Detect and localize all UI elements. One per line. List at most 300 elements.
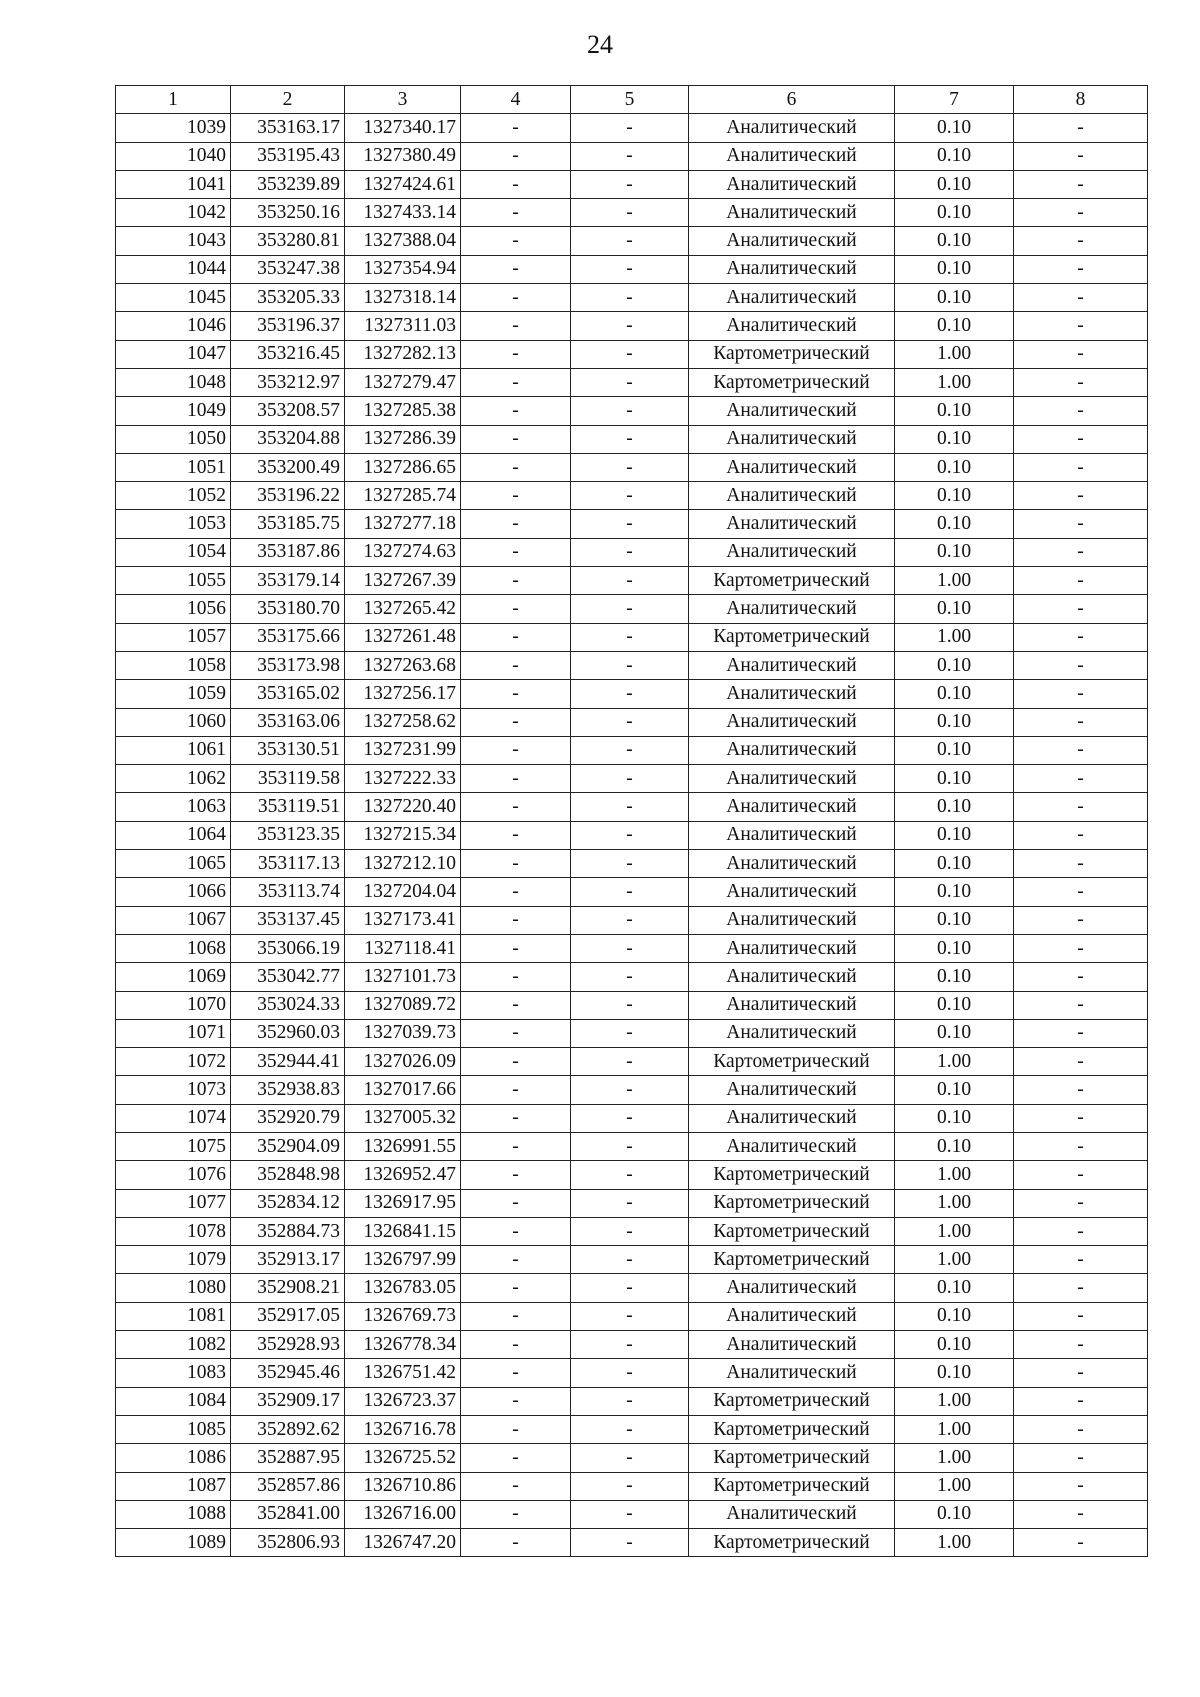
accuracy-cell: 0.10 xyxy=(895,821,1014,849)
col8-cell: - xyxy=(1014,736,1148,764)
col8-cell: - xyxy=(1014,227,1148,255)
accuracy-cell: 0.10 xyxy=(895,114,1014,142)
x-coordinate-cell: 353042.77 xyxy=(231,963,345,991)
point-number-cell: 1049 xyxy=(116,397,231,425)
col4-cell: - xyxy=(461,1019,571,1047)
x-coordinate-cell: 353179.14 xyxy=(231,567,345,595)
table-row xyxy=(116,963,1148,991)
col4-cell: - xyxy=(461,991,571,1019)
col4-cell: - xyxy=(461,397,571,425)
column-header: 4 xyxy=(461,86,571,114)
x-coordinate-cell: 352904.09 xyxy=(231,1132,345,1160)
x-coordinate-cell: 353185.75 xyxy=(231,510,345,538)
table-row xyxy=(116,1132,1148,1160)
col4-cell: - xyxy=(461,680,571,708)
y-coordinate-cell: 1327039.73 xyxy=(345,1019,461,1047)
method-cell: Картометрический xyxy=(689,1444,895,1472)
point-number-cell: 1047 xyxy=(116,340,231,368)
col4-cell: - xyxy=(461,312,571,340)
method-cell: Аналитический xyxy=(689,906,895,934)
col8-cell: - xyxy=(1014,1048,1148,1076)
y-coordinate-cell: 1326991.55 xyxy=(345,1132,461,1160)
table-row xyxy=(116,1444,1148,1472)
col4-cell: - xyxy=(461,850,571,878)
x-coordinate-cell: 352917.05 xyxy=(231,1302,345,1330)
x-coordinate-cell: 353163.17 xyxy=(231,114,345,142)
col4-cell: - xyxy=(461,284,571,312)
x-coordinate-cell: 353216.45 xyxy=(231,340,345,368)
table-row xyxy=(116,538,1148,566)
col5-cell: - xyxy=(571,1104,689,1132)
y-coordinate-cell: 1327231.99 xyxy=(345,736,461,764)
column-header: 7 xyxy=(895,86,1014,114)
x-coordinate-cell: 353119.51 xyxy=(231,793,345,821)
table-row xyxy=(116,255,1148,283)
col8-cell: - xyxy=(1014,1019,1148,1047)
column-header: 3 xyxy=(345,86,461,114)
point-number-cell: 1059 xyxy=(116,680,231,708)
y-coordinate-cell: 1327212.10 xyxy=(345,850,461,878)
x-coordinate-cell: 352834.12 xyxy=(231,1189,345,1217)
col4-cell: - xyxy=(461,1132,571,1160)
col4-cell: - xyxy=(461,1472,571,1500)
table-row xyxy=(116,1387,1148,1415)
accuracy-cell: 0.10 xyxy=(895,595,1014,623)
x-coordinate-cell: 353212.97 xyxy=(231,368,345,396)
col5-cell: - xyxy=(571,1444,689,1472)
point-number-cell: 1051 xyxy=(116,453,231,481)
accuracy-cell: 0.10 xyxy=(895,878,1014,906)
method-cell: Аналитический xyxy=(689,114,895,142)
column-header: 2 xyxy=(231,86,345,114)
col8-cell: - xyxy=(1014,765,1148,793)
col4-cell: - xyxy=(461,255,571,283)
col5-cell: - xyxy=(571,934,689,962)
accuracy-cell: 1.00 xyxy=(895,1189,1014,1217)
accuracy-cell: 0.10 xyxy=(895,736,1014,764)
col8-cell: - xyxy=(1014,538,1148,566)
col8-cell: - xyxy=(1014,567,1148,595)
method-cell: Аналитический xyxy=(689,510,895,538)
col4-cell: - xyxy=(461,1048,571,1076)
accuracy-cell: 0.10 xyxy=(895,680,1014,708)
x-coordinate-cell: 353196.22 xyxy=(231,482,345,510)
col4-cell: - xyxy=(461,425,571,453)
method-cell: Аналитический xyxy=(689,170,895,198)
col4-cell: - xyxy=(461,1529,571,1557)
table-row xyxy=(116,765,1148,793)
accuracy-cell: 1.00 xyxy=(895,1472,1014,1500)
point-number-cell: 1075 xyxy=(116,1132,231,1160)
method-cell: Аналитический xyxy=(689,142,895,170)
x-coordinate-cell: 352841.00 xyxy=(231,1500,345,1528)
method-cell: Аналитический xyxy=(689,312,895,340)
col8-cell: - xyxy=(1014,1076,1148,1104)
col5-cell: - xyxy=(571,991,689,1019)
accuracy-cell: 1.00 xyxy=(895,368,1014,396)
y-coordinate-cell: 1327256.17 xyxy=(345,680,461,708)
point-number-cell: 1071 xyxy=(116,1019,231,1047)
method-cell: Картометрический xyxy=(689,1189,895,1217)
method-cell: Аналитический xyxy=(689,1274,895,1302)
point-number-cell: 1061 xyxy=(116,736,231,764)
y-coordinate-cell: 1327286.39 xyxy=(345,425,461,453)
method-cell: Аналитический xyxy=(689,850,895,878)
y-coordinate-cell: 1327277.18 xyxy=(345,510,461,538)
col8-cell: - xyxy=(1014,425,1148,453)
table-row xyxy=(116,340,1148,368)
col8-cell: - xyxy=(1014,1331,1148,1359)
col4-cell: - xyxy=(461,1331,571,1359)
col5-cell: - xyxy=(571,1472,689,1500)
accuracy-cell: 0.10 xyxy=(895,850,1014,878)
x-coordinate-cell: 353066.19 xyxy=(231,934,345,962)
table-row xyxy=(116,1529,1148,1557)
col8-cell: - xyxy=(1014,821,1148,849)
accuracy-cell: 0.10 xyxy=(895,397,1014,425)
col8-cell: - xyxy=(1014,1359,1148,1387)
col5-cell: - xyxy=(571,1132,689,1160)
y-coordinate-cell: 1327026.09 xyxy=(345,1048,461,1076)
y-coordinate-cell: 1327220.40 xyxy=(345,793,461,821)
accuracy-cell: 0.10 xyxy=(895,1274,1014,1302)
col4-cell: - xyxy=(461,651,571,679)
y-coordinate-cell: 1326723.37 xyxy=(345,1387,461,1415)
table-row xyxy=(116,793,1148,821)
table-row xyxy=(116,482,1148,510)
x-coordinate-cell: 353113.74 xyxy=(231,878,345,906)
accuracy-cell: 0.10 xyxy=(895,453,1014,481)
accuracy-cell: 0.10 xyxy=(895,538,1014,566)
col4-cell: - xyxy=(461,142,571,170)
method-cell: Аналитический xyxy=(689,1302,895,1330)
y-coordinate-cell: 1327118.41 xyxy=(345,934,461,962)
col4-cell: - xyxy=(461,227,571,255)
table-row xyxy=(116,1246,1148,1274)
x-coordinate-cell: 353024.33 xyxy=(231,991,345,1019)
table-row xyxy=(116,651,1148,679)
col8-cell: - xyxy=(1014,312,1148,340)
x-coordinate-cell: 353180.70 xyxy=(231,595,345,623)
accuracy-cell: 0.10 xyxy=(895,1076,1014,1104)
x-coordinate-cell: 352892.62 xyxy=(231,1415,345,1443)
col5-cell: - xyxy=(571,623,689,651)
col5-cell: - xyxy=(571,1246,689,1274)
y-coordinate-cell: 1327265.42 xyxy=(345,595,461,623)
y-coordinate-cell: 1326751.42 xyxy=(345,1359,461,1387)
table-row xyxy=(116,199,1148,227)
page-number: 24 xyxy=(587,30,613,59)
method-cell: Аналитический xyxy=(689,1500,895,1528)
y-coordinate-cell: 1327424.61 xyxy=(345,170,461,198)
accuracy-cell: 0.10 xyxy=(895,1132,1014,1160)
x-coordinate-cell: 352928.93 xyxy=(231,1331,345,1359)
y-coordinate-cell: 1326769.73 xyxy=(345,1302,461,1330)
accuracy-cell: 0.10 xyxy=(895,963,1014,991)
col5-cell: - xyxy=(571,1189,689,1217)
x-coordinate-cell: 352857.86 xyxy=(231,1472,345,1500)
method-cell: Картометрический xyxy=(689,1415,895,1443)
point-number-cell: 1079 xyxy=(116,1246,231,1274)
col4-cell: - xyxy=(461,538,571,566)
col8-cell: - xyxy=(1014,1132,1148,1160)
method-cell: Аналитический xyxy=(689,736,895,764)
y-coordinate-cell: 1327380.49 xyxy=(345,142,461,170)
method-cell: Картометрический xyxy=(689,1387,895,1415)
col8-cell: - xyxy=(1014,170,1148,198)
col8-cell: - xyxy=(1014,397,1148,425)
point-number-cell: 1041 xyxy=(116,170,231,198)
col4-cell: - xyxy=(461,708,571,736)
point-number-cell: 1086 xyxy=(116,1444,231,1472)
accuracy-cell: 1.00 xyxy=(895,1415,1014,1443)
y-coordinate-cell: 1326841.15 xyxy=(345,1217,461,1245)
col5-cell: - xyxy=(571,1048,689,1076)
col8-cell: - xyxy=(1014,453,1148,481)
table-row xyxy=(116,1302,1148,1330)
accuracy-cell: 0.10 xyxy=(895,284,1014,312)
table-row xyxy=(116,170,1148,198)
col5-cell: - xyxy=(571,1161,689,1189)
y-coordinate-cell: 1326710.86 xyxy=(345,1472,461,1500)
col8-cell: - xyxy=(1014,623,1148,651)
col5-cell: - xyxy=(571,680,689,708)
accuracy-cell: 1.00 xyxy=(895,1529,1014,1557)
table-row xyxy=(116,567,1148,595)
y-coordinate-cell: 1327089.72 xyxy=(345,991,461,1019)
point-number-cell: 1069 xyxy=(116,963,231,991)
col5-cell: - xyxy=(571,1529,689,1557)
x-coordinate-cell: 353173.98 xyxy=(231,651,345,679)
y-coordinate-cell: 1327279.47 xyxy=(345,368,461,396)
table-row xyxy=(116,1500,1148,1528)
point-number-cell: 1046 xyxy=(116,312,231,340)
x-coordinate-cell: 352909.17 xyxy=(231,1387,345,1415)
col5-cell: - xyxy=(571,1415,689,1443)
point-number-cell: 1040 xyxy=(116,142,231,170)
method-cell: Аналитический xyxy=(689,397,895,425)
col5-cell: - xyxy=(571,1076,689,1104)
point-number-cell: 1056 xyxy=(116,595,231,623)
accuracy-cell: 1.00 xyxy=(895,1161,1014,1189)
col8-cell: - xyxy=(1014,991,1148,1019)
method-cell: Аналитический xyxy=(689,482,895,510)
method-cell: Аналитический xyxy=(689,1132,895,1160)
col4-cell: - xyxy=(461,906,571,934)
y-coordinate-cell: 1327286.65 xyxy=(345,453,461,481)
col8-cell: - xyxy=(1014,793,1148,821)
point-number-cell: 1068 xyxy=(116,934,231,962)
col5-cell: - xyxy=(571,765,689,793)
accuracy-cell: 1.00 xyxy=(895,1246,1014,1274)
y-coordinate-cell: 1327222.33 xyxy=(345,765,461,793)
point-number-cell: 1074 xyxy=(116,1104,231,1132)
col8-cell: - xyxy=(1014,1161,1148,1189)
point-number-cell: 1045 xyxy=(116,284,231,312)
point-number-cell: 1060 xyxy=(116,708,231,736)
method-cell: Аналитический xyxy=(689,963,895,991)
table-row xyxy=(116,510,1148,538)
table-row xyxy=(116,736,1148,764)
y-coordinate-cell: 1326747.20 xyxy=(345,1529,461,1557)
point-number-cell: 1053 xyxy=(116,510,231,538)
x-coordinate-cell: 352945.46 xyxy=(231,1359,345,1387)
col4-cell: - xyxy=(461,1274,571,1302)
point-number-cell: 1078 xyxy=(116,1217,231,1245)
col4-cell: - xyxy=(461,510,571,538)
col4-cell: - xyxy=(461,1104,571,1132)
x-coordinate-cell: 353250.16 xyxy=(231,199,345,227)
accuracy-cell: 1.00 xyxy=(895,1444,1014,1472)
col8-cell: - xyxy=(1014,1104,1148,1132)
col5-cell: - xyxy=(571,793,689,821)
table-row xyxy=(116,991,1148,1019)
method-cell: Аналитический xyxy=(689,453,895,481)
accuracy-cell: 0.10 xyxy=(895,906,1014,934)
col4-cell: - xyxy=(461,765,571,793)
point-number-cell: 1066 xyxy=(116,878,231,906)
col8-cell: - xyxy=(1014,1444,1148,1472)
col4-cell: - xyxy=(461,1500,571,1528)
col5-cell: - xyxy=(571,1359,689,1387)
col5-cell: - xyxy=(571,510,689,538)
x-coordinate-cell: 353280.81 xyxy=(231,227,345,255)
method-cell: Картометрический xyxy=(689,567,895,595)
method-cell: Картометрический xyxy=(689,623,895,651)
point-number-cell: 1050 xyxy=(116,425,231,453)
method-cell: Картометрический xyxy=(689,368,895,396)
x-coordinate-cell: 353187.86 xyxy=(231,538,345,566)
table-row xyxy=(116,906,1148,934)
col5-cell: - xyxy=(571,651,689,679)
method-cell: Аналитический xyxy=(689,680,895,708)
col5-cell: - xyxy=(571,850,689,878)
col4-cell: - xyxy=(461,793,571,821)
col5-cell: - xyxy=(571,255,689,283)
y-coordinate-cell: 1327204.04 xyxy=(345,878,461,906)
x-coordinate-cell: 353163.06 xyxy=(231,708,345,736)
col5-cell: - xyxy=(571,567,689,595)
accuracy-cell: 0.10 xyxy=(895,312,1014,340)
col5-cell: - xyxy=(571,963,689,991)
table-row xyxy=(116,623,1148,651)
method-cell: Картометрический xyxy=(689,1246,895,1274)
table-row xyxy=(116,1359,1148,1387)
col5-cell: - xyxy=(571,142,689,170)
col5-cell: - xyxy=(571,878,689,906)
col8-cell: - xyxy=(1014,114,1148,142)
y-coordinate-cell: 1327433.14 xyxy=(345,199,461,227)
x-coordinate-cell: 353200.49 xyxy=(231,453,345,481)
point-number-cell: 1039 xyxy=(116,114,231,142)
col4-cell: - xyxy=(461,963,571,991)
x-coordinate-cell: 353119.58 xyxy=(231,765,345,793)
table-header-row xyxy=(116,86,1148,114)
table-row xyxy=(116,1048,1148,1076)
col5-cell: - xyxy=(571,227,689,255)
point-number-cell: 1073 xyxy=(116,1076,231,1104)
column-header: 5 xyxy=(571,86,689,114)
point-number-cell: 1062 xyxy=(116,765,231,793)
accuracy-cell: 1.00 xyxy=(895,623,1014,651)
method-cell: Картометрический xyxy=(689,1529,895,1557)
accuracy-cell: 1.00 xyxy=(895,567,1014,595)
col5-cell: - xyxy=(571,199,689,227)
point-number-cell: 1063 xyxy=(116,793,231,821)
col5-cell: - xyxy=(571,1302,689,1330)
method-cell: Аналитический xyxy=(689,425,895,453)
accuracy-cell: 0.10 xyxy=(895,765,1014,793)
col8-cell: - xyxy=(1014,510,1148,538)
point-number-cell: 1048 xyxy=(116,368,231,396)
col8-cell: - xyxy=(1014,1387,1148,1415)
x-coordinate-cell: 352806.93 xyxy=(231,1529,345,1557)
point-number-cell: 1042 xyxy=(116,199,231,227)
col4-cell: - xyxy=(461,1161,571,1189)
table-row xyxy=(116,425,1148,453)
col4-cell: - xyxy=(461,821,571,849)
x-coordinate-cell: 352913.17 xyxy=(231,1246,345,1274)
table-row xyxy=(116,1274,1148,1302)
accuracy-cell: 0.10 xyxy=(895,991,1014,1019)
table-row xyxy=(116,1217,1148,1245)
y-coordinate-cell: 1327311.03 xyxy=(345,312,461,340)
method-cell: Аналитический xyxy=(689,1076,895,1104)
method-cell: Картометрический xyxy=(689,1472,895,1500)
y-coordinate-cell: 1326778.34 xyxy=(345,1331,461,1359)
point-number-cell: 1083 xyxy=(116,1359,231,1387)
method-cell: Аналитический xyxy=(689,1331,895,1359)
x-coordinate-cell: 353130.51 xyxy=(231,736,345,764)
col4-cell: - xyxy=(461,1302,571,1330)
x-coordinate-cell: 352960.03 xyxy=(231,1019,345,1047)
col5-cell: - xyxy=(571,368,689,396)
col8-cell: - xyxy=(1014,595,1148,623)
table-row xyxy=(116,397,1148,425)
col5-cell: - xyxy=(571,1019,689,1047)
accuracy-cell: 1.00 xyxy=(895,1387,1014,1415)
table-row xyxy=(116,453,1148,481)
col8-cell: - xyxy=(1014,1246,1148,1274)
point-number-cell: 1064 xyxy=(116,821,231,849)
accuracy-cell: 0.10 xyxy=(895,1019,1014,1047)
col4-cell: - xyxy=(461,1359,571,1387)
point-number-cell: 1077 xyxy=(116,1189,231,1217)
accuracy-cell: 0.10 xyxy=(895,708,1014,736)
col5-cell: - xyxy=(571,114,689,142)
col4-cell: - xyxy=(461,934,571,962)
y-coordinate-cell: 1327017.66 xyxy=(345,1076,461,1104)
table-body xyxy=(116,114,1148,1557)
x-coordinate-cell: 353195.43 xyxy=(231,142,345,170)
col5-cell: - xyxy=(571,453,689,481)
col8-cell: - xyxy=(1014,199,1148,227)
col5-cell: - xyxy=(571,1387,689,1415)
col8-cell: - xyxy=(1014,368,1148,396)
column-header: 1 xyxy=(116,86,231,114)
col4-cell: - xyxy=(461,595,571,623)
x-coordinate-cell: 353123.35 xyxy=(231,821,345,849)
y-coordinate-cell: 1327318.14 xyxy=(345,284,461,312)
y-coordinate-cell: 1327285.38 xyxy=(345,397,461,425)
accuracy-cell: 0.10 xyxy=(895,1302,1014,1330)
column-header: 8 xyxy=(1014,86,1148,114)
y-coordinate-cell: 1326725.52 xyxy=(345,1444,461,1472)
method-cell: Аналитический xyxy=(689,255,895,283)
method-cell: Аналитический xyxy=(689,651,895,679)
col4-cell: - xyxy=(461,1246,571,1274)
point-number-cell: 1088 xyxy=(116,1500,231,1528)
